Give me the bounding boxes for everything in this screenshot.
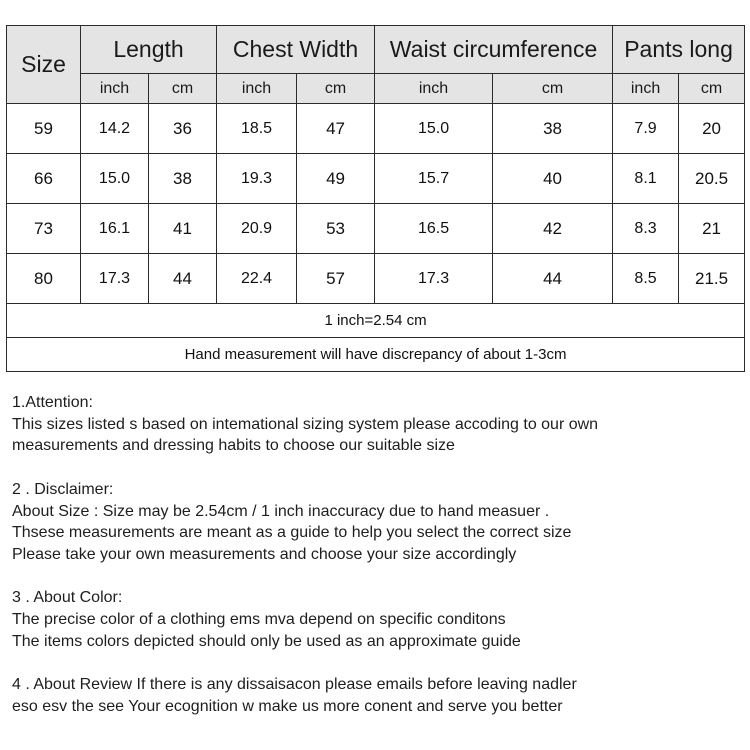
table-cell: 22.4 — [217, 254, 297, 304]
note-about-color — [12, 587, 742, 652]
table-cell: 53 — [297, 204, 375, 254]
table-cell: 40 — [493, 154, 613, 204]
unit-cell: cm — [679, 74, 745, 104]
note-line: The items colors depicted should only be used as an approximate guide — [12, 632, 521, 650]
unit-cell: inch — [613, 74, 679, 104]
table-cell: 41 — [149, 204, 217, 254]
table-cell: 49 — [297, 154, 375, 204]
conversion-note: 1 inch=2.54 cm — [7, 304, 745, 338]
note-heading: 4 . About Review If there is any dissaisacon please emails before leaving nadler — [12, 676, 577, 694]
note-heading: 2 . Disclaimer: — [12, 480, 114, 498]
table-cell: 20.9 — [217, 204, 297, 254]
table-cell: 8.5 — [613, 254, 679, 304]
table-cell: 20 — [679, 104, 745, 154]
table-row — [7, 104, 745, 154]
table-cell: 8.1 — [613, 154, 679, 204]
note-line: measurements and dressing habits to choose our suitable size — [12, 437, 455, 455]
note-line: About Size : Size may be 2.54cm / 1 inch inaccuracy due to hand measuer . — [12, 502, 550, 520]
unit-cell: inch — [81, 74, 149, 104]
table-cell: 16.5 — [375, 204, 493, 254]
table-cell: 36 — [149, 104, 217, 154]
table-cell: 16.1 — [81, 204, 149, 254]
table-cell: 19.3 — [217, 154, 297, 204]
note-line: Please take your own measurements and choose your size accordingly — [12, 545, 517, 563]
table-row — [7, 254, 745, 304]
header-size: Size — [7, 26, 81, 104]
table-cell: 21.5 — [679, 254, 745, 304]
table-cell: 38 — [493, 104, 613, 154]
header-waist-circumference: Waist circumference — [375, 26, 613, 74]
table-cell: 17.3 — [81, 254, 149, 304]
discrepancy-note: Hand measurement will have discrepancy of about 1-3cm — [7, 338, 745, 372]
size-cell: 80 — [7, 254, 81, 304]
table-cell: 7.9 — [613, 104, 679, 154]
header-length: Length — [81, 26, 217, 74]
table-cell: 21 — [679, 204, 745, 254]
table-cell: 14.2 — [81, 104, 149, 154]
table-cell: 42 — [493, 204, 613, 254]
unit-cell: cm — [493, 74, 613, 104]
unit-row — [7, 74, 745, 104]
header-chest-width: Chest Width — [217, 26, 375, 74]
table-cell: 44 — [149, 254, 217, 304]
table-row — [7, 204, 745, 254]
conversion-row — [7, 304, 745, 338]
unit-cell: inch — [217, 74, 297, 104]
table-cell: 38 — [149, 154, 217, 204]
table-cell: 20.5 — [679, 154, 745, 204]
note-heading: 3 . About Color: — [12, 589, 123, 607]
note-line: The precise color of a clothing ems mva depend on specific conditons — [12, 611, 506, 628]
note-disclaimer — [12, 479, 742, 566]
size-cell: 59 — [7, 104, 81, 154]
header-pants-long: Pants long — [613, 26, 745, 74]
note-about-review — [12, 674, 742, 717]
table-cell: 44 — [493, 254, 613, 304]
unit-cell: cm — [297, 74, 375, 104]
note-line: eso esv the see Your ecognition w make us more conent and serve you better — [12, 697, 563, 715]
note-line: Thsese measurements are meant as a guide to help you select the correct size — [12, 524, 572, 542]
note-attention — [12, 392, 742, 457]
table-cell: 18.5 — [217, 104, 297, 154]
size-cell: 66 — [7, 154, 81, 204]
discrepancy-row — [7, 338, 745, 372]
unit-cell: inch — [375, 74, 493, 104]
unit-cell: cm — [149, 74, 217, 104]
table-cell: 17.3 — [375, 254, 493, 304]
table-cell: 15.0 — [81, 154, 149, 204]
table-row — [7, 154, 745, 204]
size-chart-table — [6, 25, 745, 372]
table-cell: 8.3 — [613, 204, 679, 254]
table-cell: 15.7 — [375, 154, 493, 204]
notes-section — [12, 392, 742, 739]
header-row — [7, 26, 745, 74]
size-cell: 73 — [7, 204, 81, 254]
table-cell: 57 — [297, 254, 375, 304]
table-cell: 47 — [297, 104, 375, 154]
note-heading: 1.Attention: — [12, 394, 93, 411]
note-line: This sizes listed s based on intemational sizing system please accoding to our own — [12, 415, 599, 433]
table-cell: 15.0 — [375, 104, 493, 154]
